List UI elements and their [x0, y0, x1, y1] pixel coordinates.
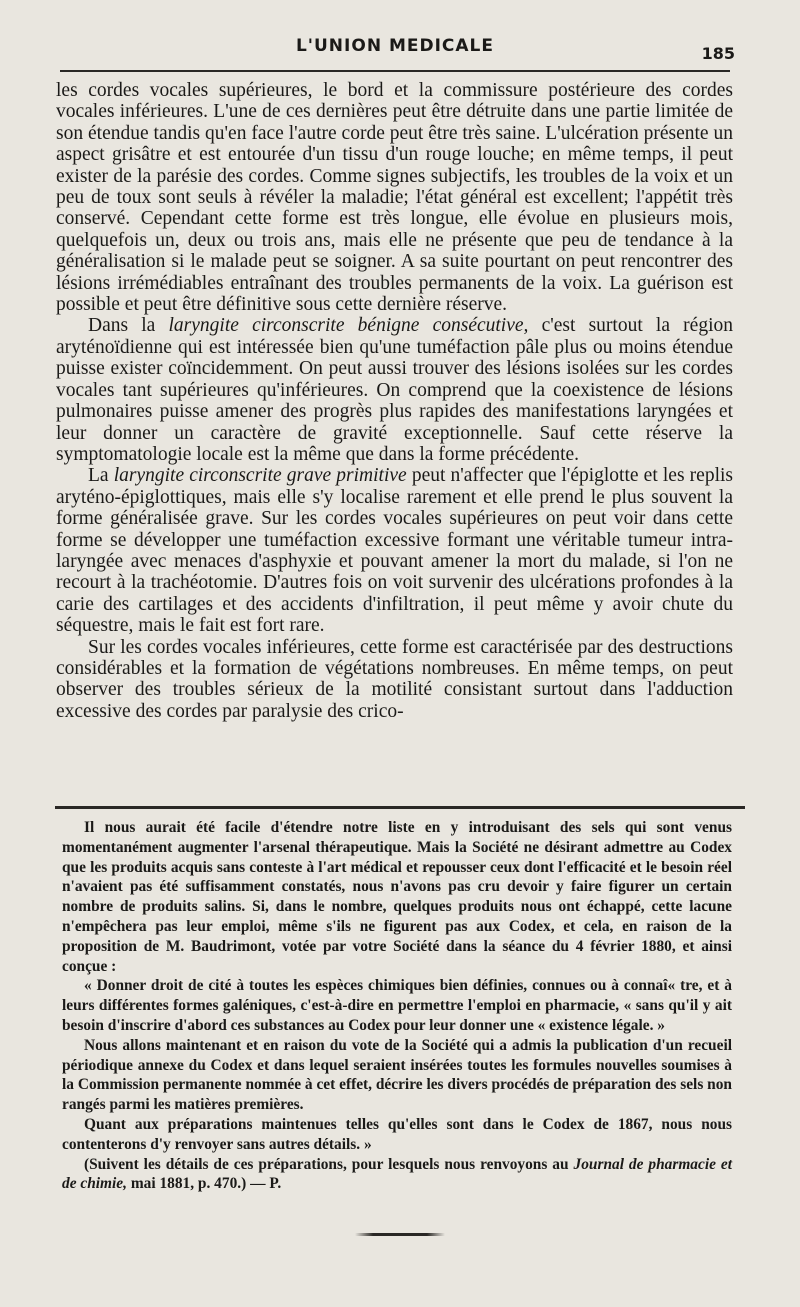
main-text — [56, 80, 733, 722]
note-citation-lead: (Suivent les détails de ces préparations, pour lesquels nous renvoyons au — [84, 1155, 574, 1173]
footnote-rule — [55, 806, 745, 809]
paragraph-3-lead: La — [88, 465, 114, 487]
note-quotation: « Donner droit de cité à toutes les espèces chimiques bien définies, connues ou à connaî« tre, et à leurs différentes formes galéniques, c'est-à-dire en permettre l'emploi en pharmacie, « sans qu'il y ait besoin d'inscrire d'abord ces substances au Codex pour leur donner une « existence légale. » — [62, 977, 732, 1034]
note-paragraph-2: Nous allons maintenant et en raison du vote de la Société qui a admis la publication d'un recueil périodique annexe du Codex et dans lequel seraient insérées toutes les formules nouvelles soumises à la Commission permanente nommée à cet effet, décrire les divers procédés de préparation des sels non rangés parmi les matières premières. — [62, 1036, 732, 1114]
paragraph-3 — [56, 465, 733, 636]
note-paragraph-1: Il nous aurait été facile d'étendre notre liste en y introduisant des sels qui sont venus momentanément augmenter l'arsenal thérapeutique. Mais la Société ne désirant admettre au Codex que les produits acquis sans conteste à l'art médical et repousser ceux dont l'efficacité et le besoin réel n'avaient pas été suffisamment constatés, nous n'avons pas cru devoir y faire figurer un certain nombre de produits salins. Si, dans le nombre, quelques produits nous ont échappé, cette lacune n'empêchera pas leur emploi, même s'ils ne figurent pas aux Codex, et cela, en raison de la proposition de M. Baudrimont, votée par votre Société dans la séance du 4 février 1880, et ainsi conçue : — [62, 819, 732, 975]
paragraph-1: les cordes vocales supérieures, le bord et la commissure postérieure des cordes vocales inférieures. L'une de ces dernières peut être détruite dans une partie limitée de son étendue tandis qu'en face l'autre corde peut être très saine. L'ulcération présente un aspect grisâtre et est entourée d'un tissu d'un rouge louche; en même temps, il peut exister de la parésie des cordes. Comme signes subjectifs, les troubles de la voix et un peu de toux sont seuls à révéler la maladie; l'état général est excellent; l'appétit très conservé. Cependant cette forme est très longue, elle évolue en plusieurs mois, quelquefois un, deux ou trois ans, mais elle ne présente que peu de tendance à la généralisation si le malade peut se soigner. A sa suite pourtant on peut rencontrer des lésions irrémédiables entraînant des troubles permanents de la voix. La guérison est possible et peut être définitive sous cette dernière réserve. — [56, 80, 733, 316]
note-paragraph-4 — [62, 1155, 732, 1195]
paragraph-3-term: laryngite circonscrite grave primitive — [113, 465, 407, 487]
note-citation-tail: mai 1881, p. 470.) — P. — [126, 1175, 282, 1193]
paragraph-4: Sur les cordes vocales inférieures, cette forme est caractérisée par des destructions considérables et la formation de végétations nombreuses. En même temps, on peut observer des troubles sérieux de la motilité consistant surtout dans l'adduction excessive des cordes par paralysie des crico- — [56, 636, 733, 722]
page-number: 185 — [701, 44, 735, 63]
paragraph-2 — [56, 315, 733, 465]
paragraph-3-body: peut n'affecter que l'épiglotte et les replis aryténo-épiglottiques, mais elle s'y localise rarement et elle prend le plus souvent la forme généralisée grave. Sur les cordes vocales supérieures on peut voir dans cette forme se développer une tuméfaction excessive formant une véritable tumeur intra-laryngée avec menaces d'asphyxie et pouvant amener la mort du malade, si l'on ne recourt à la trachéotomie. D'autres fois on voit survenir des ulcérations profondes à la carie des cartilages et des accidents d'infiltration, il peut même y avoir chute du séquestre, mais le fait est fort rare. — [56, 465, 733, 637]
note-paragraph-3: Quant aux préparations maintenues telles qu'elles sont dans le Codex de 1867, nous nous contenterons d'y renvoyer sans autres détails. » — [62, 1115, 732, 1153]
paragraph-2-term: laryngite circonscrite bénigne consécutive, — [168, 315, 529, 337]
paragraph-2-lead: Dans la — [88, 315, 169, 337]
running-title: L'UNION MEDICALE — [295, 36, 495, 56]
footnote-block — [62, 818, 732, 1194]
note-journal-title: Journal de pharmacie et de chimie, — [62, 1155, 732, 1193]
end-ornament — [355, 1233, 445, 1236]
paragraph-2-body: c'est surtout la région aryténoïdienne qui est intéressée bien qu'une tuméfaction pâle plus ou moins étendue puisse exister coïncidemment. On peut aussi trouver des lésions isolées sur les cordes vocales tant supérieures qu'inférieures. On comprend que la coexistence de lésions pulmonaires puisse amener des progrès plus rapides des manifestations laryngées et leur donner un caractère de gravité exceptionnelle. Sauf cette réserve la symptomatologie locale est la même que dans la forme précédente. — [56, 315, 733, 465]
header-rule — [60, 70, 730, 72]
page-header — [55, 32, 735, 62]
